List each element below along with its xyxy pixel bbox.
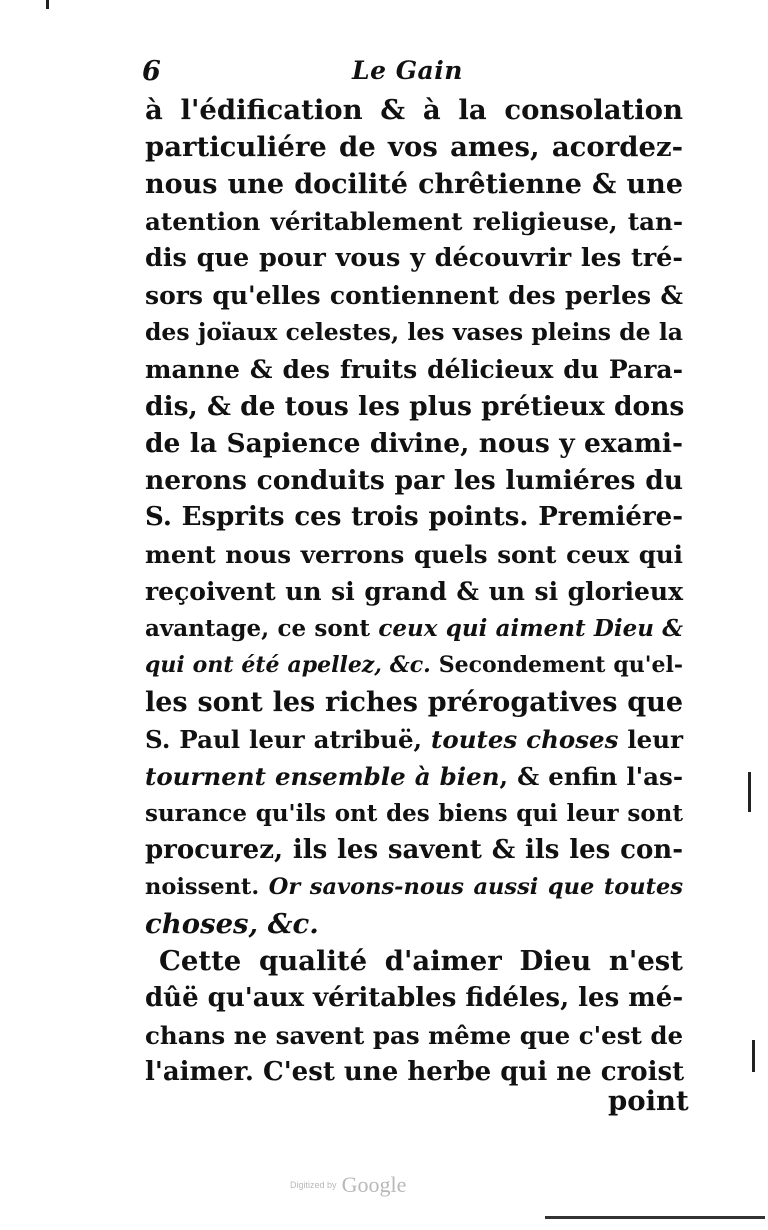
line-text: , & enfin l'as- bbox=[499, 762, 683, 791]
line-text: l'aimer. C'est une herbe qui ne croist bbox=[145, 1057, 685, 1087]
line-text: avantage, ce sont bbox=[145, 615, 379, 642]
italic-quote: choses, &c. bbox=[145, 908, 319, 940]
watermark-brand: Google bbox=[341, 1172, 407, 1197]
line-text: atention véritablement religieuse, tan- bbox=[145, 207, 683, 236]
running-head: Le Gain bbox=[352, 56, 463, 85]
text-line bbox=[145, 351, 683, 388]
text-line bbox=[145, 314, 683, 351]
text-line bbox=[145, 943, 683, 980]
page-number: 6 bbox=[142, 56, 161, 87]
text-line bbox=[145, 388, 683, 425]
text-line bbox=[145, 166, 683, 203]
text-line bbox=[145, 647, 683, 684]
line-text: les sont les riches prérogatives que bbox=[145, 687, 683, 718]
line-text: chans ne savent pas même que c'est de bbox=[145, 1021, 684, 1050]
line-text: Cette qualité d'aimer Dieu n'est bbox=[159, 945, 683, 977]
italic-quote: tournent ensemble à bien bbox=[145, 762, 500, 791]
italic-quote: ceux qui aiment Dieu & bbox=[378, 615, 684, 642]
text-line bbox=[145, 129, 683, 166]
line-text: surance qu'ils ont des biens qui leur sont bbox=[145, 800, 683, 827]
line-text: S. Paul leur atribuë, bbox=[145, 725, 432, 754]
text-line bbox=[145, 536, 683, 573]
line-text: leur bbox=[618, 725, 683, 754]
line-text: sors qu'elles contiennent des perles & bbox=[145, 281, 683, 310]
line-text: particuliére de vos ames, acordez- bbox=[145, 131, 683, 163]
line-text: procurez, ils les savent & ils les con- bbox=[145, 835, 683, 865]
text-line bbox=[145, 462, 683, 499]
body-text bbox=[145, 92, 683, 1091]
watermark-prefix: Digitized by bbox=[290, 1180, 337, 1190]
italic-quote: qui ont été apellez, &c. bbox=[145, 652, 431, 678]
scan-mark-top-left bbox=[46, 0, 49, 9]
text-line bbox=[145, 980, 683, 1017]
line-text: nous une docilité chrêtienne & une bbox=[145, 169, 683, 200]
text-line bbox=[145, 684, 683, 721]
line-text: nerons conduits par les lumiéres du bbox=[145, 465, 683, 496]
line-text: reçoivent un si grand & un si glorieux bbox=[145, 577, 683, 606]
line-text: manne & des fruits délicieux du Para- bbox=[145, 355, 683, 384]
line-text: dis, & de tous les plus prétieux dons bbox=[145, 391, 685, 422]
text-line bbox=[145, 240, 683, 277]
line-text: Secondement qu'el- bbox=[430, 652, 683, 678]
text-line bbox=[145, 425, 683, 462]
line-text: noissent. bbox=[145, 874, 269, 900]
line-text: dûë qu'aux véritables fidéles, les mé- bbox=[145, 983, 684, 1013]
digitized-watermark bbox=[290, 1172, 406, 1198]
catchword: point bbox=[608, 1085, 689, 1117]
text-line bbox=[145, 1017, 683, 1054]
text-line bbox=[145, 869, 683, 906]
text-line bbox=[145, 610, 683, 647]
line-text: à l'édification & à la consolation bbox=[145, 94, 683, 126]
text-line bbox=[145, 906, 683, 943]
page-header bbox=[140, 56, 680, 92]
line-text: de la Sapience divine, nous y exami- bbox=[145, 428, 683, 459]
line-text: des joïaux celestes, les vases pleins de la bbox=[145, 318, 683, 346]
italic-quote: Or savons-nous aussi que toutes bbox=[268, 874, 684, 900]
line-text: ment nous verrons quels sont ceux qui bbox=[145, 540, 683, 569]
text-line bbox=[145, 758, 683, 795]
line-text: S. Esprits ces trois points. Premiére- bbox=[145, 502, 683, 532]
scan-mark-right bbox=[748, 772, 751, 812]
scan-edge-bottom bbox=[545, 1216, 765, 1219]
text-line bbox=[145, 277, 683, 314]
text-line bbox=[145, 1054, 683, 1091]
text-line bbox=[145, 795, 683, 832]
line-text: dis que pour vous y découvrir les tré- bbox=[145, 243, 683, 273]
text-line bbox=[145, 573, 683, 610]
scan-mark-right-lower bbox=[752, 1040, 755, 1072]
text-line bbox=[145, 721, 683, 758]
text-line bbox=[145, 832, 683, 869]
text-line bbox=[145, 203, 683, 240]
text-line bbox=[145, 499, 683, 536]
italic-quote: toutes choses bbox=[431, 725, 619, 754]
text-line bbox=[145, 92, 683, 129]
